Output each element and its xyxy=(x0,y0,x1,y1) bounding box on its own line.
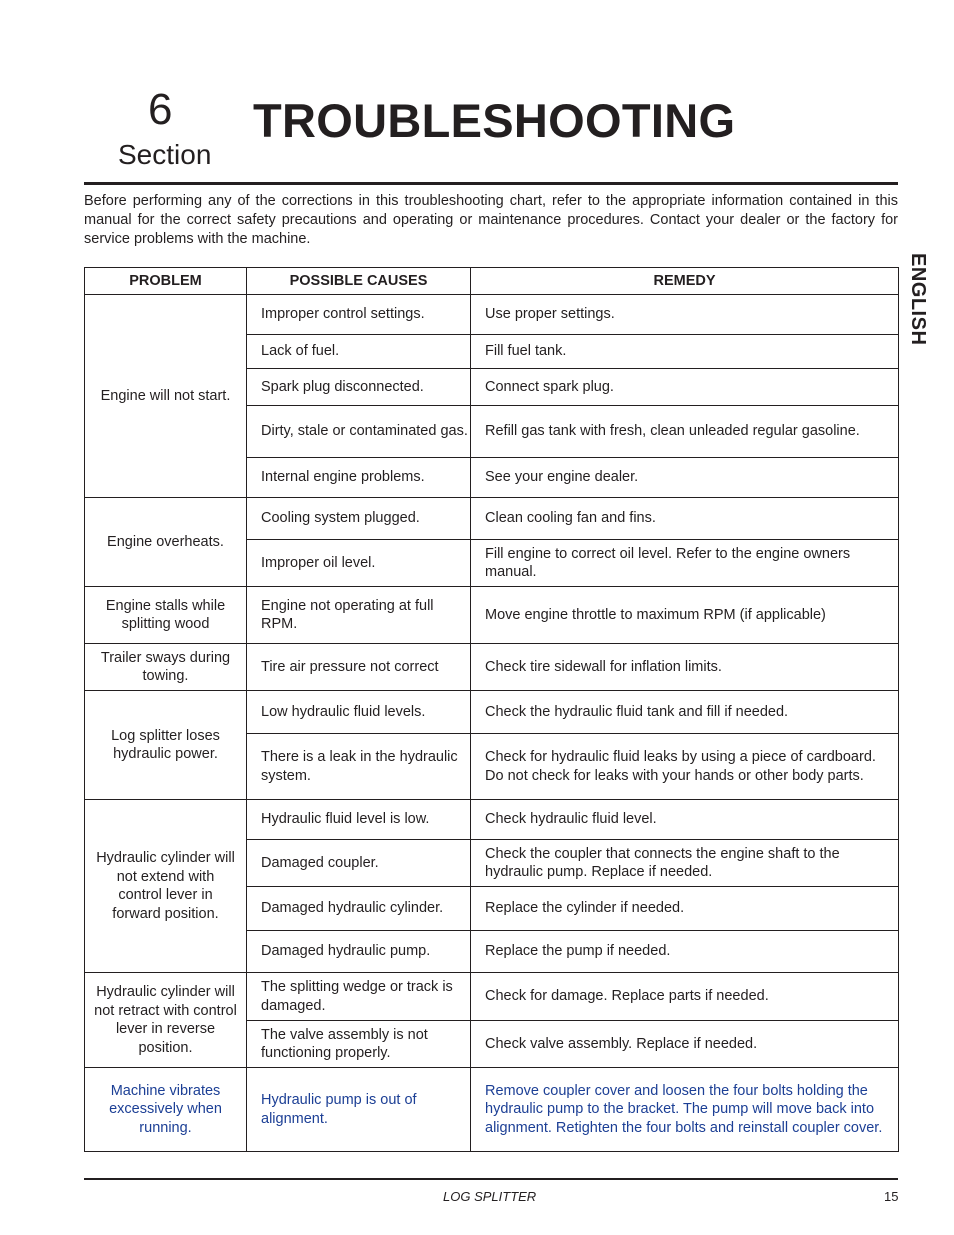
cause-cell: Internal engine problems. xyxy=(247,458,471,498)
remedy-cell: Check hydraulic fluid level. xyxy=(471,800,899,840)
remedy-cell: Check for damage. Replace parts if needed. xyxy=(471,973,899,1021)
page-title: TROUBLESHOOTING xyxy=(253,94,736,147)
footer-label: LOG SPLITTER xyxy=(443,1189,537,1204)
remedy-cell: Check the coupler that connects the engine shaft to the hydraulic pump. Replace if needed. xyxy=(471,840,899,887)
problem-cell: Machine vibrates excessively when running. xyxy=(85,1068,247,1152)
header-possible-causes: POSSIBLE CAUSES xyxy=(247,268,471,295)
cause-cell: Improper oil level. xyxy=(247,540,471,587)
remedy-cell: Remove coupler cover and loosen the four bolts holding the hydraulic pump to the bracket. The pump will move back into alignment. Retighten the four bolts and reinstall coupler cover. xyxy=(471,1068,899,1152)
troubleshooting-table xyxy=(84,267,899,1152)
remedy-cell: Check tire sidewall for inflation limits. xyxy=(471,644,899,691)
cause-cell: Dirty, stale or contaminated gas. xyxy=(247,406,471,458)
cause-cell: Cooling system plugged. xyxy=(247,498,471,540)
remedy-cell: Clean cooling fan and fins. xyxy=(471,498,899,540)
cause-cell: Lack of fuel. xyxy=(247,335,471,369)
table-row xyxy=(85,691,899,734)
remedy-cell: Replace the pump if needed. xyxy=(471,931,899,973)
problem-cell: Engine will not start. xyxy=(85,295,247,498)
header-rule xyxy=(84,182,898,185)
remedy-cell: Refill gas tank with fresh, clean unleaded regular gasoline. xyxy=(471,406,899,458)
problem-cell: Engine overheats. xyxy=(85,498,247,587)
page-number: 15 xyxy=(884,1189,899,1204)
remedy-cell: See your engine dealer. xyxy=(471,458,899,498)
problem-cell: Engine stalls while splitting wood xyxy=(85,587,247,644)
table-row xyxy=(85,800,899,840)
remedy-cell: Fill fuel tank. xyxy=(471,335,899,369)
remedy-cell: Check the hydraulic fluid tank and fill if needed. xyxy=(471,691,899,734)
table-row xyxy=(85,498,899,540)
cause-cell: There is a leak in the hydraulic system. xyxy=(247,734,471,800)
language-side-tab: ENGLISH xyxy=(907,253,929,346)
cause-cell: Damaged coupler. xyxy=(247,840,471,887)
table-row xyxy=(85,644,899,691)
section-label: Section xyxy=(118,139,212,170)
remedy-cell: Check valve assembly. Replace if needed. xyxy=(471,1021,899,1068)
intro-paragraph: Before performing any of the corrections in this troubleshooting chart, refer to the appropriate information contained in this manual for the correct safety precautions and operating or maintenance procedures. Contact your dealer or the factory for service problems with the machine. xyxy=(84,193,898,247)
cause-cell: Improper control settings. xyxy=(247,295,471,335)
table-row xyxy=(85,295,899,335)
problem-cell: Hydraulic cylinder will not extend with control lever in forward position. xyxy=(85,800,247,973)
section-number: 6 xyxy=(148,85,173,134)
problem-cell: Trailer sways during towing. xyxy=(85,644,247,691)
remedy-cell: Use proper settings. xyxy=(471,295,899,335)
cause-cell: Engine not operating at full RPM. xyxy=(247,587,471,644)
cause-cell: The valve assembly is not functioning properly. xyxy=(247,1021,471,1068)
cause-cell: Spark plug disconnected. xyxy=(247,369,471,406)
remedy-cell: Connect spark plug. xyxy=(471,369,899,406)
footer-rule xyxy=(84,1178,898,1180)
cause-cell: The splitting wedge or track is damaged. xyxy=(247,973,471,1021)
cause-cell: Damaged hydraulic pump. xyxy=(247,931,471,973)
header-remedy: REMEDY xyxy=(471,268,899,295)
cause-cell: Damaged hydraulic cylinder. xyxy=(247,887,471,931)
cause-cell: Hydraulic pump is out of alignment. xyxy=(247,1068,471,1152)
problem-cell: Hydraulic cylinder will not retract with control lever in reverse position. xyxy=(85,973,247,1068)
remedy-cell: Fill engine to correct oil level. Refer to the engine owners manual. xyxy=(471,540,899,587)
table-header-row xyxy=(85,268,899,295)
cause-cell: Hydraulic fluid level is low. xyxy=(247,800,471,840)
remedy-cell: Move engine throttle to maximum RPM (if applicable) xyxy=(471,587,899,644)
table-row xyxy=(85,973,899,1021)
problem-cell: Log splitter loses hydraulic power. xyxy=(85,691,247,800)
cause-cell: Tire air pressure not correct xyxy=(247,644,471,691)
header-problem: PROBLEM xyxy=(85,268,247,295)
remedy-cell: Check for hydraulic fluid leaks by using a piece of cardboard. Do not check for leaks with your hands or other body parts. xyxy=(471,734,899,800)
remedy-cell: Replace the cylinder if needed. xyxy=(471,887,899,931)
table-row xyxy=(85,1068,899,1152)
cause-cell: Low hydraulic fluid levels. xyxy=(247,691,471,734)
table-row xyxy=(85,587,899,644)
